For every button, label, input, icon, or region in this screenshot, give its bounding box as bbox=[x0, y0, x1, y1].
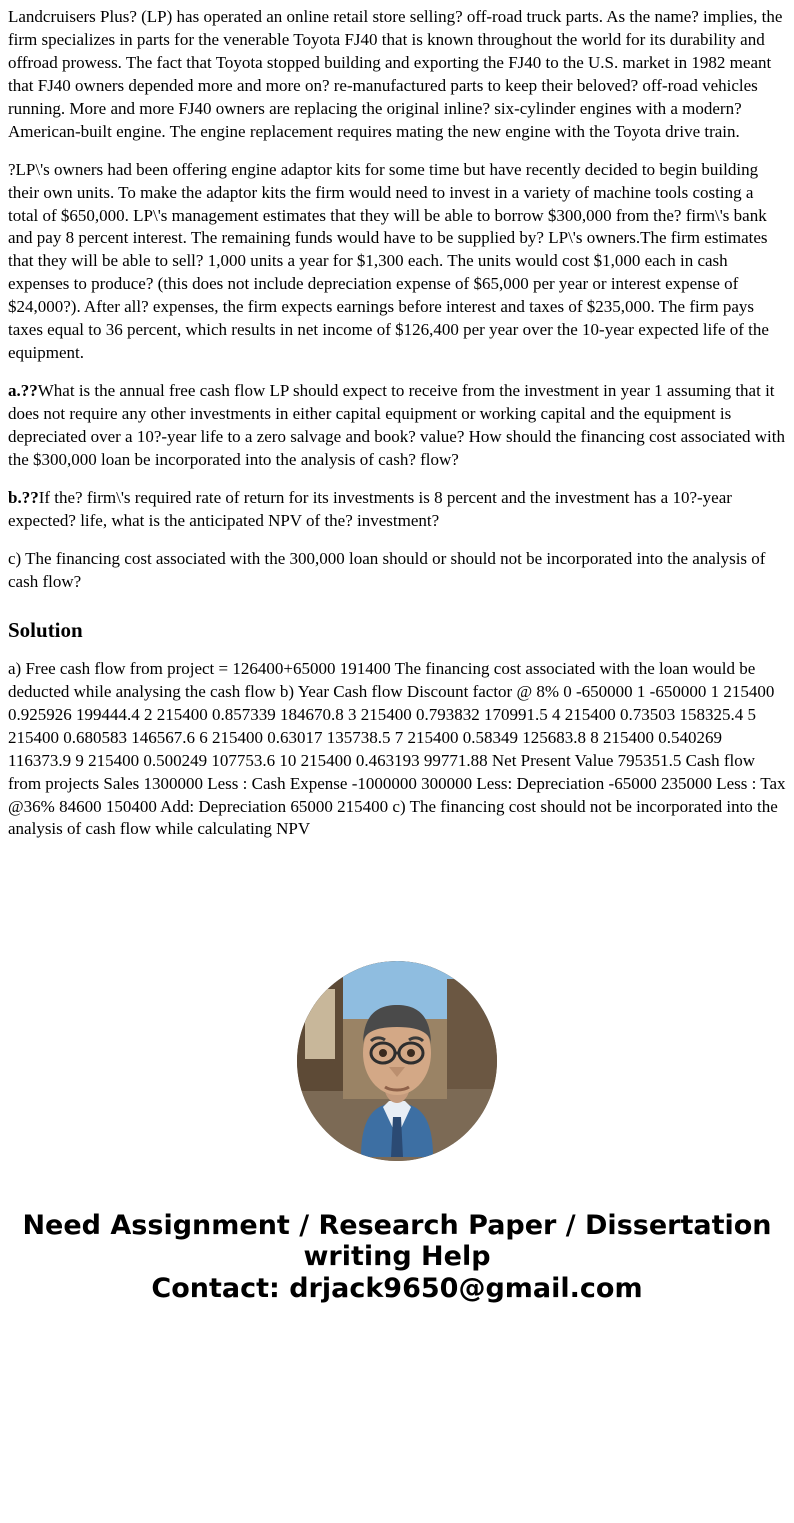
promo-banner bbox=[8, 1211, 786, 1304]
question-a bbox=[8, 380, 786, 472]
question-b bbox=[8, 487, 786, 533]
promo-contact: Contact: drjack9650@gmail.com bbox=[151, 1272, 643, 1304]
avatar bbox=[297, 961, 497, 1161]
intro-paragraph-1: Landcruisers Plus? (LP) has operated an online retail store selling? off-road truck parts. As the name? implies, the firm specializes in parts for the venerable Toyota FJ40 that is known throughout the world for its durability and offroad prowess. The fact that Toyota stopped building and exporting the FJ40 to the U.S. market in 1982 meant that FJ40 owners depended more and more on? re-manufactured parts to keep their beloved? off-road vehicles running. More and more FJ40 owners are replacing the original inline? six-cylinder engines with a modern? American-built engine. The engine replacement requires mating the new engine with the Toyota drive train. bbox=[8, 7, 783, 141]
avatar-container bbox=[8, 961, 786, 1161]
question-b-text: If the? firm\'s required rate of return for its investments is 8 percent and the investment has a 10?-year expected? life, what is the anticipated NPV of the? investment? bbox=[8, 487, 732, 530]
profile-photo-icon bbox=[297, 961, 497, 1161]
question-c: c) The financing cost associated with the 300,000 loan should or should not be incorporated into the analysis of cash flow? bbox=[8, 548, 766, 591]
question-b-label: b.?? bbox=[8, 487, 39, 507]
intro-paragraph-2: ?LP\'s owners had been offering engine adaptor kits for some time but have recently decided to begin building their own units. To make the adaptor kits the firm would need to invest in a variety of machine tools costing a total of $650,000. LP\'s management estimates that they will be able to borrow $300,000 from the? firm\'s bank and pay 8 percent interest. The remaining funds would have to be supplied by? LP\'s owners.The firm estimates that they will be able to sell? 1,000 units a year for $1,300 each. The units would cost $1,000 each in cash expenses to produce? (this does not include depreciation expense of $65,000 per year or interest expense of $24,000?). After all? expenses, the firm expects earnings before interest and taxes of $235,000. The firm pays taxes equal to 36 percent, which results in net income of $126,400 per year over the 10-year expected life of the equipment. bbox=[8, 159, 769, 363]
question-a-text: What is the annual free cash flow LP should expect to receive from the investment in year 1 assuming that it does not require any other investments in either capital equipment or working capital and the equipment is depreciated over a 10?-year life to a zero salvage and book? value? How should the financing cost associated with the $300,000 loan be incorporated into the analysis of cash? flow? bbox=[8, 381, 785, 469]
solution-heading: Solution bbox=[8, 617, 83, 642]
promo-line-1: Need Assignment / Research Paper / Dissertation bbox=[22, 1210, 772, 1242]
question-a-label: a.?? bbox=[8, 381, 38, 401]
promo-line-2: writing Help bbox=[303, 1240, 491, 1272]
solution-body: a) Free cash flow from project = 126400+65000 191400 The financing cost associated with the loan would be deducted while analysing the cash flow b) Year Cash flow Discount factor @ 8% 0 -650000 1 -650000 1 215400 0.925926 199444.4 2 215400 0.857339 184670.8 3 215400 0.793832 170991.5 4 215400 0.73503 158325.4 5 215400 0.680583 146567.6 6 215400 0.63017 135738.5 7 215400 0.58349 125683.8 8 215400 0.540269 116373.9 9 215400 0.500249 107753.6 10 215400 0.463193 99771.88 Net Present Value 795351.5 Cash flow from projects Sales 1300000 Less : Cash Expense -1000000 300000 Less: Depreciation -65000 235000 Less : Tax @36% 84600 150400 Add: Depreciation 65000 215400 c) The financing cost should not be incorporated into the analysis of cash flow while calculating NPV bbox=[8, 658, 786, 839]
